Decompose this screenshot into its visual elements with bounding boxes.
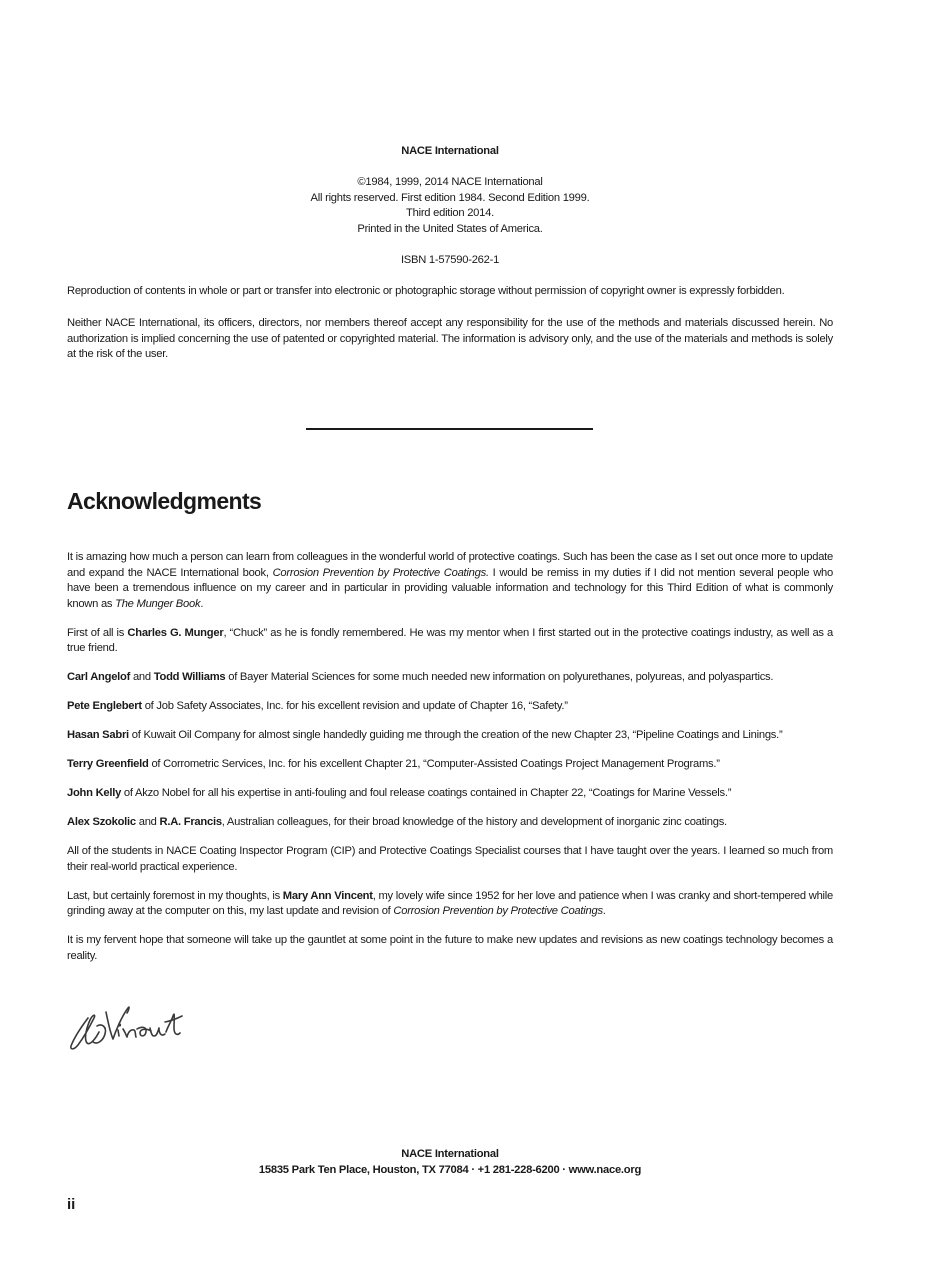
person-name: Charles G. Munger — [127, 626, 224, 639]
person-name: Mary Ann Vincent — [282, 889, 373, 902]
ack-paragraph-bayer — [67, 670, 833, 686]
ack-paragraph-greenfield — [67, 757, 833, 773]
page-number: ii — [67, 1196, 76, 1213]
disclaimer: Neither NACE International, its officers, directors, nor members thereof accept any responsibility for the use of the methods and materials discussed herein. No authorization is implied concerning the use of patented or copyrighted material. The information is advisory only, and the use of the materials and methods is solely at the risk of the user. — [67, 316, 833, 361]
ack-text: Last, but certainly foremost in my thoughts, is — [67, 889, 283, 902]
footer-address: 15835 Park Ten Place, Houston, TX 77084 · +1 281-228-6200 · www.nace.org — [258, 1163, 642, 1176]
ack-text: of Akzo Nobel for all his expertise in anti-fouling and foul release coatings contained in Chapter 22, “Coatings for Marine Vessels.” — [121, 787, 732, 800]
ack-text: . — [602, 905, 606, 918]
footer-org: NACE International — [401, 1148, 499, 1160]
copyright-block — [67, 144, 833, 363]
ack-paragraph-munger — [67, 626, 833, 657]
reproduction-notice: Reproduction of contents in whole or part or transfer into electronic or photographic storage without permission of copyright owner is expressly forbidden. — [67, 285, 785, 298]
ack-text: of Kuwait Oil Company for almost single handedly guiding me through the creation of the new Chapter 23, “Pipeline Coatings and Linings.” — [128, 729, 783, 742]
copyright-line: All rights reserved. First edition 1984. Second Edition 1999. — [310, 191, 590, 204]
ack-paragraph-wife — [67, 889, 833, 920]
signature-icon — [66, 996, 196, 1058]
ack-text: and — [130, 671, 154, 684]
ack-text: I would be remiss in my duties if I did not mention several people who have been a tremendous influence on my career and in particular in providing valuable information and technology for this Third Edition of what is commonly known as — [67, 566, 833, 610]
ack-text: First of all is — [67, 626, 128, 639]
ack-paragraph-intro — [67, 550, 833, 612]
ack-text: and — [135, 816, 160, 829]
ack-text: , Australian colleagues, for their broad knowledge of the history and development of inorganic zinc coatings. — [221, 816, 727, 829]
copyright-line: ©1984, 1999, 2014 NACE International — [357, 176, 543, 189]
book-nickname: The Munger Book — [115, 597, 201, 610]
ack-text: of Corrometric Services, Inc. for his excellent Chapter 21, “Computer-Assisted Coatings Project Management Programs.” — [148, 758, 720, 771]
isbn: ISBN 1-57590-262-1 — [400, 254, 500, 267]
ack-paragraph-szokolic — [67, 815, 833, 831]
ack-text: . — [200, 597, 204, 610]
copyright-line: Third edition 2014. — [406, 207, 494, 220]
person-name: Alex Szokolic — [67, 816, 136, 829]
ack-paragraph-kelly — [67, 786, 833, 802]
person-name: Hasan Sabri — [67, 729, 129, 742]
copyright-line: Printed in the United States of America. — [357, 222, 543, 235]
ack-text: , my lovely wife since 1952 for her love and patience when I was cranky and short-tempered while grinding away at the computer on this, my last update and revision of — [67, 889, 833, 918]
person-name: R.A. Francis — [159, 816, 222, 829]
acknowledgments-body — [67, 550, 833, 978]
ack-text: , “Chuck” as he is fondly remembered. He was my mentor when I first started out in the protective coatings industry, as well as a true friend. — [67, 626, 834, 655]
ack-paragraph-sabri — [67, 728, 833, 744]
ack-text: of Job Safety Associates, Inc. for his excellent revision and update of Chapter 16, “Safety.” — [141, 700, 568, 713]
section-divider — [306, 428, 593, 430]
person-name: Todd Williams — [153, 671, 226, 684]
ack-text: It is amazing how much a person can learn from colleagues in the wonderful world of protective coatings. Such has been the case as I set out once more to update and expand the NACE International book, — [67, 551, 833, 579]
ack-paragraph-students: All of the students in NACE Coating Inspector Program (CIP) and Protective Coatings Specialist courses that I have taught over the years. I learned so much from their real-world practical experience. — [67, 845, 833, 873]
acknowledgments-heading: Acknowledgments — [67, 488, 262, 514]
book-title: Corrosion Prevention by Protective Coatings — [393, 905, 603, 918]
ack-text: of Bayer Material Sciences for some much needed new information on polyurethanes, polyureas, and polyaspartics. — [225, 671, 774, 684]
ack-paragraph-closing: It is my fervent hope that someone will take up the gauntlet at some point in the future to make new updates and revisions as new coatings technology becomes a reality. — [67, 934, 833, 962]
book-title: Corrosion Prevention by Protective Coatings. — [272, 566, 489, 579]
person-name: Pete Englebert — [67, 700, 142, 713]
ack-paragraph-englebert — [67, 699, 833, 715]
person-name: Terry Greenfield — [67, 758, 149, 771]
person-name: John Kelly — [67, 787, 122, 800]
footer — [67, 1147, 833, 1179]
person-name: Carl Angelof — [67, 671, 131, 684]
copyright-org-title: NACE International — [401, 145, 499, 157]
